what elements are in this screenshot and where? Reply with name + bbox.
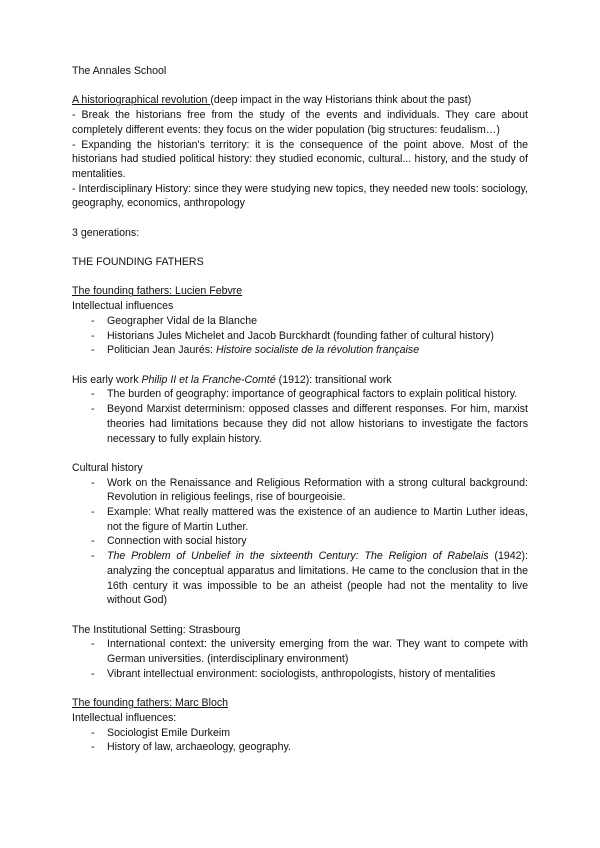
early-work-prefix: His early work (72, 373, 142, 386)
list-item: - The burden of geography: importance of geographical factors to explain political history. (72, 387, 528, 402)
section-heading-founding-fathers: THE FOUNDING FATHERS (72, 256, 204, 269)
revolution-heading-tail: (deep impact in the way Historians think about the past) (210, 94, 472, 107)
list-item: - Sociologist Emile Durkeim (72, 726, 528, 741)
early-work-list (72, 387, 528, 446)
early-work-title: Philip II et la Franche-Comté (141, 373, 276, 386)
list-item: - Example: What really mattered was the existence of an audience to Martin Luther ideas, not the figure of Martin Luther. (72, 505, 528, 534)
cultural-history-label: Cultural history (72, 461, 143, 474)
cultural-history-list (72, 476, 528, 608)
early-work-suffix: (1912): transitional work (275, 373, 392, 386)
revolution-point: - Expanding the historian's territory: it is the consequence of the point above. Most of the historians had studied political history: they studied economic, cultural... history, and the study of mentalities. (72, 138, 528, 180)
revolution-point: - Interdisciplinary History: since they were studying new topics, they needed new tools: sociology, geography, economics, anthropology (72, 182, 528, 210)
document-page (72, 64, 528, 755)
list-item: - Work on the Renaissance and Religious Reformation with a strong cultural background: Revolution in religious feelings, rise of bourgeoisie. (72, 476, 528, 505)
febvre-heading: The founding fathers: Lucien Febvre (72, 285, 243, 298)
jaures-book-title: Histoire socialiste de la révolution française (215, 344, 420, 357)
jaures-prefix: Politician Jean Jaurés: (107, 344, 216, 357)
febvre-influences-label: Intellectual influences (72, 300, 174, 313)
institution-list (72, 637, 528, 681)
list-item: - Historians Jules Michelet and Jacob Burckhardt (founding father of cultural history) (72, 329, 528, 344)
list-item: - Vibrant intellectual environment: sociologists, anthropologists, history of mentalities (72, 667, 528, 682)
bloch-influences-label: Intellectual influences: (72, 711, 177, 724)
revolution-point: - Break the historians free from the study of the events and individuals. They care about completely different events: they focus on the wider population (big structures: feudalism…) (72, 109, 528, 136)
doc-title: The Annales School (72, 65, 167, 77)
unbelief-book-title: The Problem of Unbelief in the sixteenth Century: The Religion of Rabelais (107, 550, 489, 563)
list-item: - International context: the university emerging from the war. They want to compete with German universities. (interdisciplinary environment) (72, 637, 528, 666)
unbelief-description: (1942): analyzing the conceptual apparatus and limitations. He came to the conclusion that in the 16th century it was impossible to be an atheist (people had not the mentality to live without God) (107, 550, 528, 607)
list-item (72, 343, 528, 358)
febvre-influences-list (72, 314, 528, 358)
list-item: - History of law, archaeology, geography. (72, 740, 528, 755)
list-item: - Beyond Marxist determinism: opposed classes and different responses. For him, marxist theories had limitations because they did not allow historians to investigate the factors necessary to fully explain history. (72, 402, 528, 446)
institution-label: The Institutional Setting: Strasbourg (72, 623, 241, 636)
bloch-heading: The founding fathers: Marc Bloch (72, 697, 229, 710)
list-item: - Connection with social history (72, 534, 528, 549)
early-work-line (72, 373, 528, 388)
generations-label: 3 generations: (72, 226, 140, 239)
bloch-influences-list (72, 726, 528, 755)
list-item: - Geographer Vidal de la Blanche (72, 314, 528, 329)
revolution-heading-underlined: A historiographical revolution (72, 94, 211, 107)
revolution-heading (72, 93, 528, 108)
list-item (72, 549, 528, 608)
